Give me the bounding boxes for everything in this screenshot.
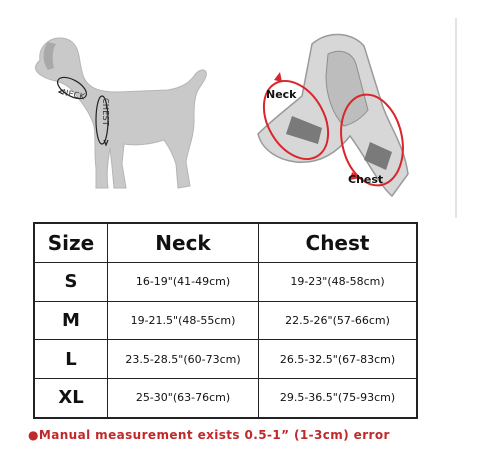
size-cell: M (34, 301, 108, 340)
table-row (34, 378, 417, 418)
chest-cell: 29.5-36.5"(75-93cm) (259, 378, 418, 418)
measurement-error-note: ●Manual measurement exists 0.5-1” (1-3cm) error (28, 428, 390, 442)
neck-cell: 19-21.5"(48-55cm) (108, 301, 259, 340)
header-size: Size (34, 223, 108, 263)
size-chart-table (33, 222, 418, 419)
chest-cell: 22.5-26"(57-66cm) (259, 301, 418, 340)
dog-silhouette-illustration (18, 28, 228, 198)
size-cell: S (34, 263, 108, 302)
dog-neck-tag: NECK (61, 87, 86, 102)
harness-neck-label: Neck (266, 88, 297, 101)
size-cell: L (34, 340, 108, 379)
chest-cell: 26.5-32.5"(67-83cm) (259, 340, 418, 379)
size-cell: XL (34, 378, 108, 418)
chest-cell: 19-23"(48-58cm) (259, 263, 418, 302)
divider-line (455, 18, 457, 218)
header-neck: Neck (108, 223, 259, 263)
neck-cell: 16-19"(41-49cm) (108, 263, 259, 302)
table-row (34, 301, 417, 340)
header-chest: Chest (259, 223, 418, 263)
harness-chest-label: Chest (348, 173, 384, 186)
table-row (34, 340, 417, 379)
neck-cell: 23.5-28.5"(60-73cm) (108, 340, 259, 379)
dog-chest-tag: CHEST (101, 98, 110, 127)
harness-illustration (232, 24, 442, 204)
table-header-row (34, 223, 417, 263)
neck-cell: 25-30"(63-76cm) (108, 378, 259, 418)
table-row (34, 263, 417, 302)
